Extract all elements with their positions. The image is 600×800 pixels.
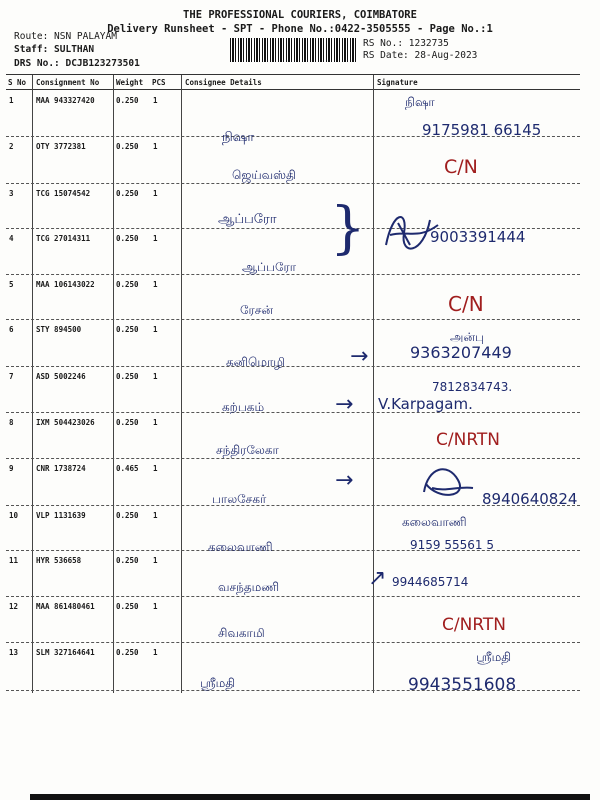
signature-scribble	[378, 205, 448, 260]
row-pcs: 1	[153, 602, 158, 611]
signature-scribble	[418, 462, 478, 502]
arrow-icon: →	[335, 468, 354, 493]
row-weight: 0.250	[116, 602, 139, 611]
row-consignment-no: TCG 27014311	[36, 234, 91, 243]
row-divider	[6, 642, 580, 643]
row-sno: 5	[9, 280, 14, 289]
staff-label: Staff: SULTHAN	[14, 44, 95, 55]
row-divider	[6, 458, 580, 459]
row-weight: 0.250	[116, 280, 139, 289]
row-pcs: 1	[153, 96, 158, 105]
row-sno: 9	[9, 464, 14, 473]
row-signature-note: நிஷா	[405, 95, 435, 109]
header-consignment: Consignment No	[36, 78, 100, 87]
page-edge-bar	[30, 794, 590, 800]
row-sno: 11	[9, 556, 19, 565]
row-consignee-handwritten: சிவகாமி	[218, 626, 265, 640]
column-divider	[32, 75, 33, 693]
row-weight: 0.250	[116, 511, 139, 520]
row-weight: 0.250	[116, 325, 139, 334]
row-consignment-no: HYR 536658	[36, 556, 82, 565]
drs-number: DRS No.: DCJB123273501	[14, 58, 140, 69]
row-consignee-handwritten: ரேசன்	[240, 303, 273, 317]
row-pcs: 1	[153, 325, 158, 334]
row-weight: 0.250	[116, 142, 139, 151]
row-signature-handwritten: 9943551608	[408, 675, 517, 695]
row-consignment-no: MAA 861480461	[36, 602, 95, 611]
row-consignee-handwritten: ஜெய்வஸ்தி	[232, 168, 296, 182]
row-consignee-handwritten: கற்பகம்	[222, 400, 265, 414]
row-consignment-no: IXM 504423026	[36, 418, 95, 427]
row-weight: 0.250	[116, 96, 139, 105]
row-pcs: 1	[153, 464, 158, 473]
row-weight: 0.250	[116, 234, 139, 243]
row-signature-handwritten: C/N	[448, 292, 484, 316]
rs-number: RS No.: 1232735	[363, 38, 449, 49]
row-pcs: 1	[153, 280, 158, 289]
runsheet-subtitle: Delivery Runsheet - SPT - Phone No.:0422-3505555 - Page No.:1	[107, 23, 493, 35]
row-pcs: 1	[153, 142, 158, 151]
row-signature-note: கலைவாணி	[402, 515, 467, 529]
row-divider	[6, 596, 580, 597]
row-weight: 0.250	[116, 648, 139, 657]
row-sno: 7	[9, 372, 14, 381]
row-signature-handwritten: 9159 55561 5	[410, 538, 494, 552]
row-consignment-no: MAA 943327420	[36, 96, 95, 105]
row-consignment-no: TCG 15074542	[36, 189, 91, 198]
row-consignee-handwritten: கனிமொழி	[226, 355, 286, 369]
row-sno: 3	[9, 189, 14, 198]
column-divider	[113, 75, 114, 693]
rs-date: RS Date: 28-Aug-2023	[363, 50, 478, 61]
row-signature-handwritten: 9175981 66145	[422, 121, 542, 139]
row-signature-note: அன்பு	[450, 330, 484, 344]
header-sno: S No	[8, 78, 27, 87]
row-divider	[6, 366, 580, 367]
header-pcs: PCS	[152, 78, 166, 87]
row-consignee-handwritten: ஸ்ரீமதி	[200, 676, 236, 690]
row-pcs: 1	[153, 556, 158, 565]
row-consignee-handwritten: நிஷா	[222, 130, 255, 145]
column-divider	[181, 75, 182, 693]
row-consignment-no: MAA 106143022	[36, 280, 95, 289]
row-consignment-no: OTY 3772381	[36, 142, 86, 151]
row-signature-handwritten: C/NRTN	[442, 615, 506, 635]
row-sno: 4	[9, 234, 14, 243]
table-header-rule	[6, 89, 580, 90]
barcode	[230, 38, 358, 62]
row-signature-note: 7812834743.	[432, 380, 513, 394]
arrow-icon: ↗	[368, 566, 387, 591]
row-consignment-no: ASD 5002246	[36, 372, 86, 381]
row-consignee-handwritten: ஆப்பரோ	[242, 260, 297, 274]
row-signature-handwritten: C/NRTN	[436, 430, 500, 450]
row-pcs: 1	[153, 189, 158, 198]
row-consignment-no: VLP 1131639	[36, 511, 86, 520]
row-signature-handwritten: 9944685714	[392, 575, 469, 589]
row-pcs: 1	[153, 648, 158, 657]
row-consignee-handwritten: பாலசேகர்	[212, 492, 267, 506]
row-pcs: 1	[153, 418, 158, 427]
column-divider	[373, 75, 374, 693]
row-sno: 10	[9, 511, 19, 520]
row-sno: 6	[9, 325, 14, 334]
row-weight: 0.465	[116, 464, 139, 473]
row-sno: 8	[9, 418, 14, 427]
row-signature-handwritten: 9003391444	[430, 228, 526, 246]
company-title: THE PROFESSIONAL COURIERS, COIMBATORE	[183, 9, 417, 21]
row-pcs: 1	[153, 372, 158, 381]
row-consignee-handwritten: வசந்தமணி	[218, 580, 280, 594]
route-label: Route: NSN PALAYAM	[14, 31, 117, 42]
row-pcs: 1	[153, 511, 158, 520]
row-consignment-no: STY 894500	[36, 325, 82, 334]
row-weight: 0.250	[116, 418, 139, 427]
header-consignee: Consignee Details	[185, 78, 262, 87]
row-sno: 13	[9, 648, 19, 657]
row-pcs: 1	[153, 234, 158, 243]
row-sno: 1	[9, 96, 14, 105]
row-consignee-handwritten: கலைவாணி	[208, 540, 273, 554]
arrow-icon: →	[350, 344, 369, 369]
header-weight: Weight	[116, 78, 144, 87]
row-divider	[6, 412, 580, 413]
row-consignee-handwritten: சந்திரலேகா	[216, 443, 279, 457]
row-signature-handwritten: C/N	[444, 156, 478, 178]
table-top-rule	[6, 74, 580, 75]
arrow-icon: →	[335, 392, 354, 417]
row-consignee-handwritten: ஆப்பரோ	[218, 212, 277, 227]
row-weight: 0.250	[116, 556, 139, 565]
row-signature-handwritten: 9363207449	[410, 343, 512, 362]
row-consignment-no: SLM 327164641	[36, 648, 95, 657]
row-signature-note: ஸ்ரீமதி	[476, 650, 512, 664]
brace-mark: }	[330, 196, 366, 261]
row-signature-handwritten: 8940640824	[482, 490, 578, 508]
header-signature: Signature	[377, 78, 418, 87]
row-sno: 12	[9, 602, 19, 611]
row-consignment-no: CNR 1738724	[36, 464, 86, 473]
row-sno: 2	[9, 142, 14, 151]
row-divider	[6, 319, 580, 320]
row-weight: 0.250	[116, 189, 139, 198]
row-signature-handwritten: V.Karpagam.	[378, 395, 473, 413]
row-weight: 0.250	[116, 372, 139, 381]
